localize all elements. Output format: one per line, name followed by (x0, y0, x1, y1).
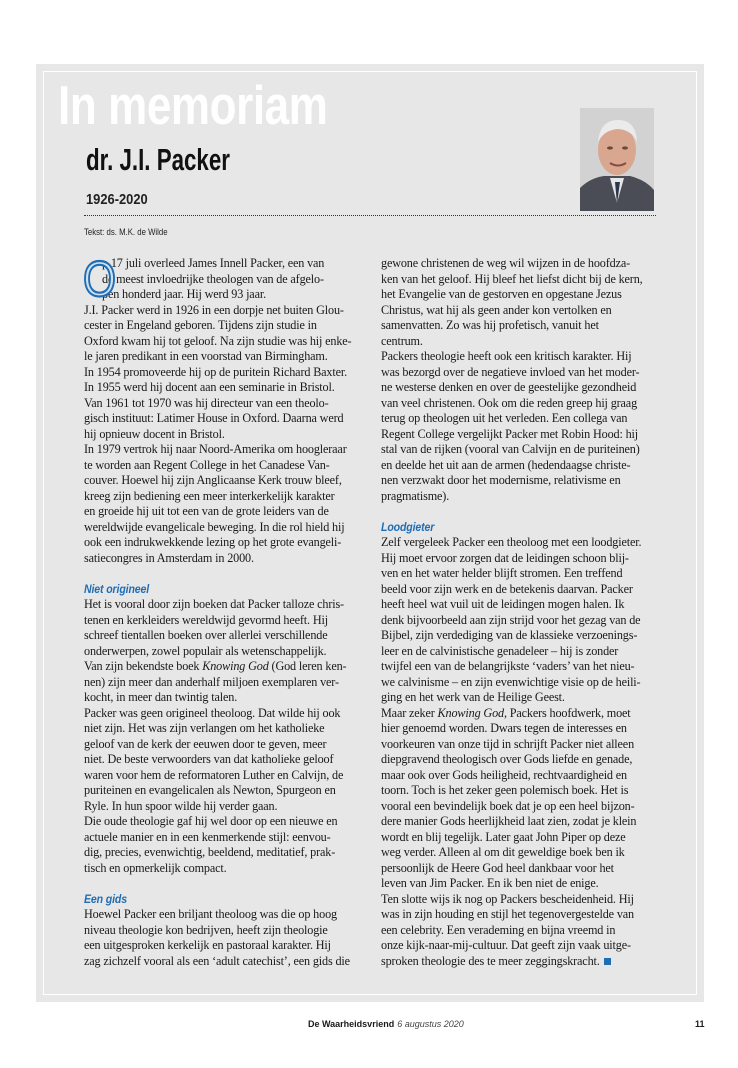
text-line: Hij moet ervoor zorgen dat de leidingen schoon blij- (381, 550, 629, 565)
text-line: In 1955 werd hij docent aan een seminarie in Bristol. (84, 380, 335, 394)
text-line: Ryle. In hun spoor wilde hij verder gaan. (84, 798, 278, 813)
text-line: voorkeuren van onze tijd in schrijft Packer niet alleen (381, 736, 635, 751)
text-line: pen honderd jaar. Hij werd 93 jaar. (102, 287, 266, 301)
text-line: couver. Hoewel hij zijn Anglicaanse Kerk trouw bleef, (84, 473, 342, 487)
byline: Tekst: ds. M.K. de Wilde (84, 227, 168, 238)
text-segment: sproken theologie des te meer zeggingskracht. (381, 953, 600, 968)
text-line: hier genoemd worden. Dwars tegen de interesses en (381, 721, 627, 735)
portrait-photo-icon (580, 108, 654, 211)
text-line: centrum. (381, 333, 423, 348)
book-title: Knowing God (202, 659, 269, 673)
text-line: ken van het geloof. Hij bleef het liefst dicht bij de kern, (381, 271, 643, 286)
section-kicker: In memoriam (58, 74, 328, 136)
text-line: Oxford kwam hij tot geloof. Na zijn studie was hij enke- (84, 333, 352, 348)
subheading: Niet origineel (84, 581, 150, 596)
text-line: Bijbel, zijn verdediging van de klassieke verzoenings- (381, 628, 638, 642)
text-line: denk bijvoorbeeld aan zijn strijd voor het gezag van de (381, 612, 641, 627)
text-line: gewone christenen de weg wil wijzen in de hoofdza- (381, 256, 631, 270)
text-line: satiecongres in Amsterdam in 2000. (84, 550, 254, 565)
text-line: terug op theologen uit het verleden. Een collega van (381, 411, 628, 425)
text-segment: (God leren ken- (268, 659, 347, 673)
text-line: dig, precies, evenwichtig, beeldend, meditatief, prak- (84, 845, 336, 859)
text-line: leven van Jim Packer. En ik ben niet de enige. (381, 876, 599, 890)
text-line: en groeide hij uit tot een van de grote leiders van de (84, 504, 329, 518)
book-title: Knowing God (437, 705, 504, 720)
text-line: puriteinen en evangelicalen als Newton, Spurgeon en (84, 783, 336, 797)
text-line: onderwerpen, zowel populair als wetenschappelijk. (84, 643, 327, 658)
text-line: cester in Engeland geboren. Tijdens zijn studie in (84, 318, 317, 332)
text-line: le jaren predikant in een voorstad van Birmingham. (84, 349, 328, 363)
text-line: niet zijn. Het was zijn verlangen om het katholieke (84, 721, 325, 735)
text-line: we calvinisme – en zijn evenwichtige visie op de heili- (381, 674, 641, 689)
text-line: Die oude theologie gaf hij wel door op een nieuwe en (84, 814, 338, 828)
text-segment: , Packers hoofdwerk, moet (503, 705, 631, 720)
text-line: hij opnieuw docent in Bristol. (84, 426, 225, 441)
text-line: zag zichzelf vooral als een ‘adult catechist’, een gids die (84, 953, 350, 968)
text-line: en deelde het uit aan de armen (hedendaagse christe- (381, 457, 631, 472)
text-line: actuele manier en in een kenmerkende stijl: eenvou- (84, 829, 331, 844)
subheading: Een gids (84, 891, 127, 906)
text-line: ook een indrukwekkende lezing op het grote evangeli- (84, 535, 342, 549)
footer-publication (308, 1019, 464, 1029)
dotted-divider (84, 215, 656, 216)
issue-date: 6 augustus 2020 (397, 1019, 464, 1029)
publication-name: De Waarheidsvriend (308, 1019, 395, 1029)
text-line: p 17 juli overleed James Innell Packer, een van (102, 256, 325, 270)
text-line: waren voor hem de reformatoren Luther en Calvijn, de (84, 767, 344, 782)
text-line: de meest invloedrijke theologen van de afgelo- (102, 271, 324, 286)
text-line: gisch instituut: Latimer House in Oxford. Daarna werd (84, 411, 344, 425)
text-line: was bezorgd over de negatieve invloed van het moder- (381, 364, 640, 379)
text-line: dere manier Gods heerlijkheid laat zien, zodat je klein (381, 814, 637, 828)
end-mark-icon (604, 958, 611, 965)
text-line: In 1954 promoveerde hij op de puritein Richard Baxter. (84, 364, 348, 379)
text-line: nen verzwakt door het modernisme, relativisme en (381, 473, 621, 487)
text-line: Ten slotte wijs ik nog op Packers bescheidenheid. Hij (381, 891, 634, 906)
article-title: dr. J.I. Packer (86, 142, 230, 177)
paragraph-gap (381, 504, 659, 520)
column-right (381, 256, 659, 969)
text-line: pragmatisme). (381, 488, 450, 503)
text-line: kreeg zijn bediening een meer interkerkelijk karakter (84, 488, 335, 503)
text-line: samenvatten. Zo was hij profetisch, vanuit het (381, 318, 599, 332)
text-line: geloof van de kerk der eeuwen door te geven, meer (84, 736, 327, 751)
text-line: maar ook over Gods heiligheid, rechtvaardigheid en (381, 767, 627, 782)
text-line: diepgravend theologisch over Gods liefde en genade, (381, 752, 633, 766)
drop-cap: O (83, 251, 116, 307)
text-line: tenen en kerkleiders wereldwijd gevormd heeft. Hij (84, 612, 328, 627)
text-line: van veel christenen. Ook om die reden greep hij graag (381, 395, 638, 410)
text-line: een uitgesproken kerkelijk en pastoraal karakter. Hij (84, 938, 331, 952)
text-line: tisch en opmerkelijk compact. (84, 860, 227, 875)
text-line: Van 1961 tot 1970 was hij directeur van een theolo- (84, 395, 329, 410)
text-line: Het is vooral door zijn boeken dat Packer talloze chris- (84, 597, 344, 611)
text-line: Hoewel Packer een briljant theoloog was die op hoog (84, 907, 337, 921)
text-line: twijfel een van de belangrijkste ‘vaders’ van het nieu- (381, 659, 635, 673)
text-line: schreef tientallen boeken over allerlei verschillende (84, 628, 328, 642)
text-segment: Van zijn bekendste boek (84, 659, 203, 673)
text-line: Zelf vergeleek Packer een theoloog met een loodgieter. (381, 535, 642, 549)
text-line: heeft heel wat vuil uit de leidingen mogen halen. Ik (381, 597, 625, 611)
text-line: weg verder. Alleen al om dit geweldige boek ben ik (381, 845, 625, 859)
text-line: ging en het werk van de Heilige Geest. (381, 690, 565, 704)
text-line: niveau theologie kon bedrijven, heeft zijn theologie (84, 922, 328, 937)
paragraph-gap (84, 876, 366, 892)
text-line: persoonlijk de Heere God heel dankbaar voor het (381, 860, 614, 875)
page-number: 11 (695, 1019, 705, 1029)
text-line: leer en de calvinistische genadeleer – hij is zonder (381, 643, 619, 658)
paragraph-gap (84, 566, 366, 582)
text-line: stal van de rijken (vooral van Calvijn en de puriteinen) (381, 442, 640, 456)
text-line: ne westerse denken en over de geestelijke gezondheid (381, 380, 637, 394)
text-line: wordt en blij tegelijk. Later gaat John Piper op deze (381, 829, 626, 844)
text-segment: Maar zeker (381, 705, 438, 720)
text-line: beeld voor zijn werk en de betekenis daarvan. Packer (381, 581, 633, 596)
text-line: Packers theologie heeft ook een kritisch karakter. Hij (381, 349, 632, 363)
text-line: te worden aan Regent College in het Canadese Van- (84, 457, 330, 472)
text-line: toorn. Toch is het zeker geen polemisch boek. Het is (381, 783, 629, 797)
text-line: een celebrity. Een verademing en bijna vreemd in (381, 922, 616, 937)
text-line: onze kijk-naar-mij-cultuur. Dat geeft zijn vaak uitge- (381, 938, 631, 952)
text-line (381, 954, 659, 970)
text-line: het Evangelie van de gestorven en opgestane Jezus (381, 287, 622, 301)
subheading: Loodgieter (381, 519, 435, 534)
life-years: 1926-2020 (86, 191, 148, 208)
text-line: ven en het water helder blijft stromen. Een treffend (381, 566, 623, 580)
text-line: niet. De beste verwoorders van dat katholieke geloof (84, 752, 334, 766)
text-line: kocht, in meer dan twintig talen. (84, 690, 238, 704)
text-line: wereldwijde evangelicale beweging. In die rol hield hij (84, 519, 345, 534)
text-line (84, 659, 366, 675)
text-line: vooral een bevindelijk boek dat je op een heel bijzon- (381, 798, 635, 813)
text-line: J.I. Packer werd in 1926 in een dorpje net buiten Glou- (84, 302, 344, 317)
text-line: In 1979 vertrok hij naar Noord-Amerika om hoogleraar (84, 442, 347, 456)
text-line: was in zijn houding en stijl het tegenovergestelde van (381, 907, 634, 921)
text-line: Packer was geen origineel theoloog. Dat wilde hij ook (84, 705, 341, 720)
text-line (381, 706, 659, 722)
text-line: nen) zijn meer dan anderhalf miljoen exemplaren ver- (84, 674, 339, 689)
text-line: Regent College vergelijkt Packer met Robin Hood: hij (381, 426, 639, 441)
text-line: Christus, wat hij als geen ander kon vertolken en (381, 302, 612, 317)
column-left (83, 251, 366, 969)
